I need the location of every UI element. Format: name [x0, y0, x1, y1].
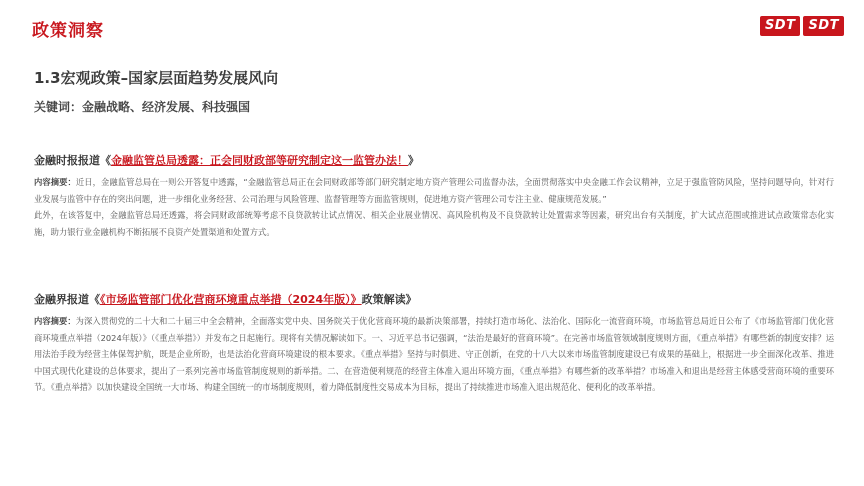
sdt-logo: [760, 16, 844, 36]
article-2-heading: [34, 291, 834, 307]
article-2-quote-open: 《: [89, 293, 100, 306]
article-1-quote-open: 《: [100, 154, 111, 167]
article-2: [34, 291, 834, 396]
article-2-suffix: 政策解读》: [361, 293, 417, 306]
article-1-summary-label: 内容摘要：: [34, 177, 76, 187]
article-1-summary-text: 近日，金融监管总局在一则公开答复中透露，“金融监管总局正在会同财政部等部门研究制定地方资产管理公司监督办法，全面贯彻落实中央金融工作会议精神，立足于强监管防风险，坚持问题导向，针对行业发展与监管中存在的突出问题，进一步细化业务经营、公司治理与风险管理、监督管理等方面监管规则，促进地方资产管理公司专注主业、健康规范发展。”: [34, 177, 834, 204]
article-2-summary-label: 内容摘要：: [34, 316, 76, 326]
article-1-summary: [34, 174, 834, 207]
section-title: 1.3宏观政策–国家层面趋势发展风向: [34, 69, 279, 87]
article-2-summary: [34, 313, 834, 396]
article-2-summary-text: 为深入贯彻党的二十大和二十届三中全会精神，全面落实党中央、国务院关于优化营商环境的最新决策部署，持续打造市场化、法治化、国际化一流营商环境，市场监管总局近日公布了《市场监管部门优化营商环境重点举措（2024年版）》（《重点举措》）并发布之日起施行。现将有关情况解读如下。一、习近平总书记强调，“法治是最好的营商环境”。在完善市场监管领域制度规则方面，《重点举措》有哪些新的制度安排？运用法治手段为经营主体保驾护航，既是企业所盼，也是法治化营商环境建设的根本要求。《重点举措》坚持与时俱进、守正创新，在党的十八大以来市场监管制度建设已有成果的基础上，根据进一步全面深化改革、推进中国式现代化建设的总体要求，提出了一系列完善市场监管制度规则的新举措。二、在营造便利规范的经营主体准入退出环境方面，《重点举措》有哪些新的改革举措？市场准入和退出是经营主体感受营商环境的重要环节。《重点举措》以加快建设全国统一大市场、构建全国统一的市场制度规则，着力降低制度性交易成本为目标，提出了持续推进市场准入退出规范化、便利化的改革举措。: [34, 316, 834, 392]
article-2-source: 金融界报道: [34, 293, 89, 306]
article-1-extra: 此外，在该答复中，金融监管总局还透露，将会同财政部统筹考虑不良贷款转让试点情况、相关企业展业情况、高风险机构及不良贷款转让处置需求等因素，研究出台有关制度，扩大试点范围或推进试点政策常态化实施，助力银行业金融机构不断拓展不良资产处置渠道和处置方式。: [34, 210, 834, 237]
article-1: [34, 152, 834, 240]
article-1-link[interactable]: 金融监管总局透露：正会同财政部等研究制定这一监管办法！: [111, 154, 408, 167]
keywords-line: 关键词：金融战略、经济发展、科技强国: [34, 100, 251, 114]
article-1-source: 金融时报报道: [34, 154, 100, 167]
article-2-link[interactable]: 《市场监管部门优化营商环境重点举措（2024年版）》: [100, 293, 362, 306]
logo-box-left: SDT: [760, 16, 801, 36]
logo-box-right: SDT: [803, 16, 844, 36]
article-1-quote-close: 》: [408, 154, 419, 167]
page-header-title: 政策洞察: [32, 21, 104, 41]
article-1-heading: [34, 152, 834, 168]
